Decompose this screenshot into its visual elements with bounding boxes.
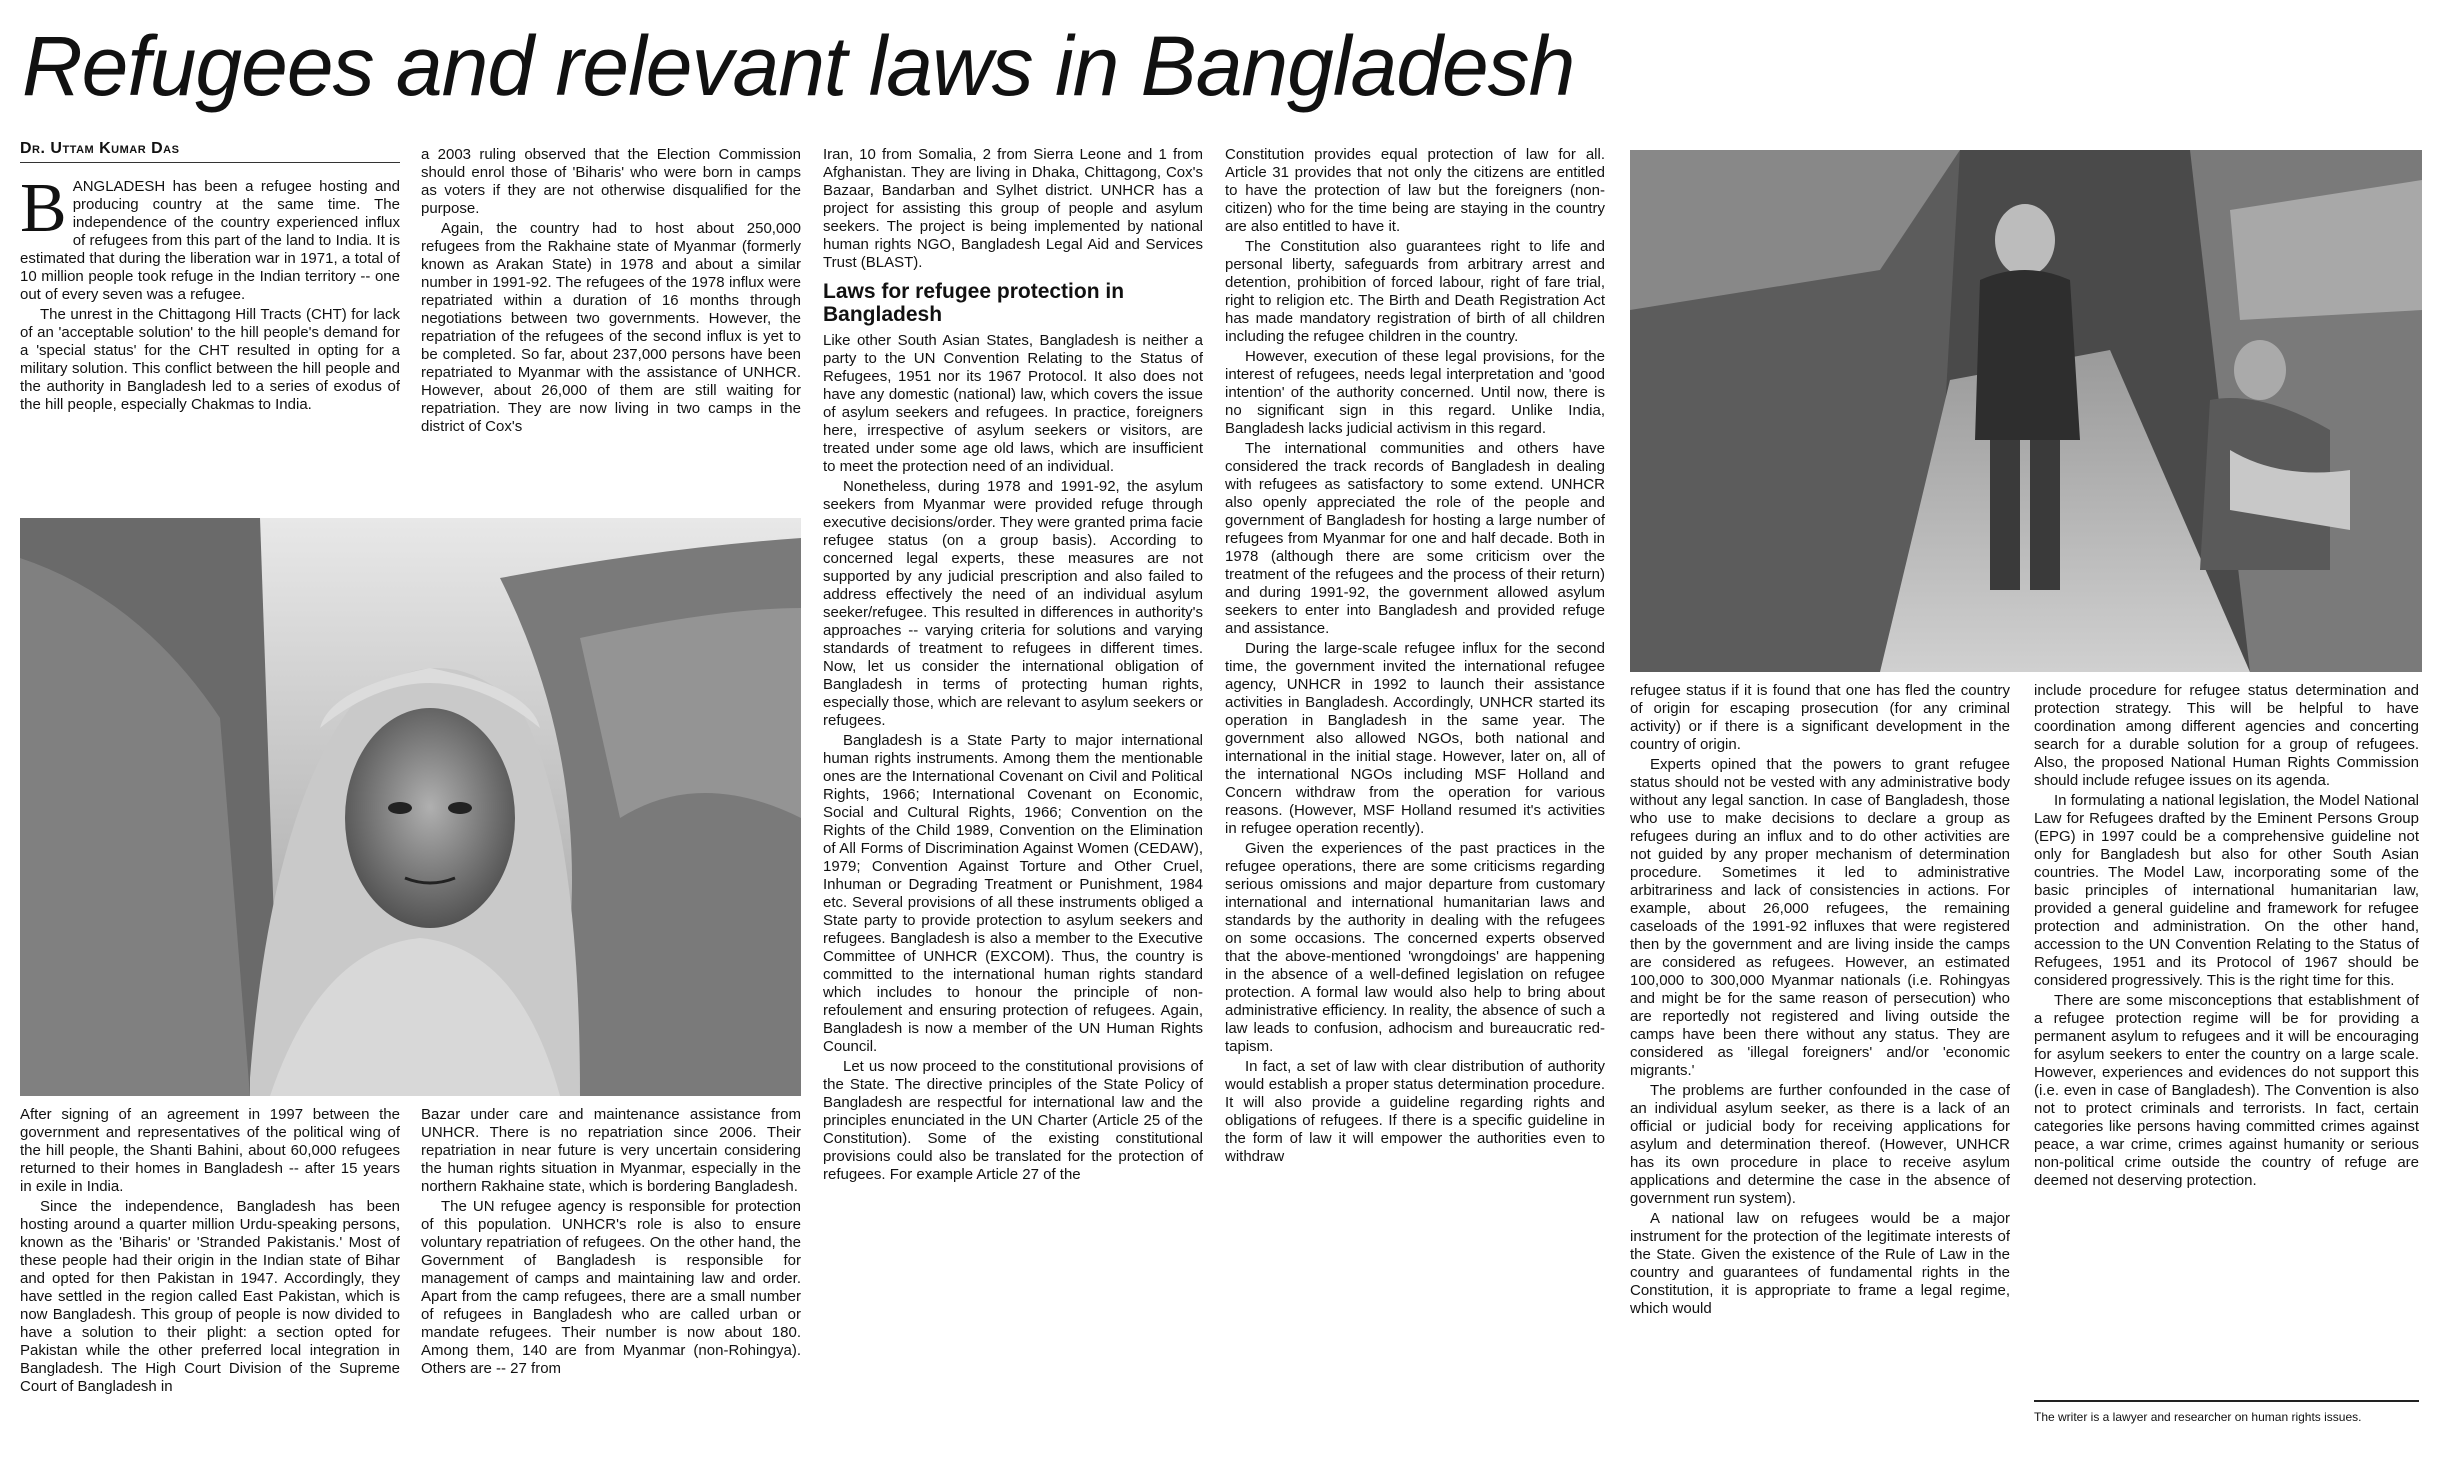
paragraph: Let us now proceed to the constitutional provisions of the State. The directive principles of the State Policy of Bangladesh are respectful for international law and the principles enunciated in the UN Charter (Article 25 of the Constitution). Some of the existing constitutional provisions could also be translated for the protection of refugees. For example Article 27 of the	[823, 1058, 1203, 1183]
paragraph: The problems are further confounded in the case of an individual asylum seeker, as there is a lack of an official or judicial body for receiving applications for asylum and determination thereof. (However, UNHCR has its own procedure in place to receive asylum applications and determine the case in the absence of government run system).	[1630, 1082, 2010, 1207]
paragraph: Bazar under care and maintenance assistance from UNHCR. There is no repatriation since 2006. Their repatriation in near future is very uncertain considering the human rights situation in Myanmar, especially in the northern Rakhaine state, which is bordering Bangladesh.	[421, 1106, 801, 1195]
photo-children	[1630, 150, 2422, 672]
paragraph: In fact, a set of law with clear distribution of authority would establish a proper status determination procedure. It will also provide a guideline regarding rights and obligations of refugees. If there is a specific guideline in the form of law it will empower the authorities even to withdraw	[1225, 1058, 1605, 1165]
paragraph: include procedure for refugee status determination and protection strategy. This will be helpful to have coordination among different agencies and concerting search for a durable solution for a group of refugees. Also, the proposed National Human Rights Commission should include refugee issues on its agenda.	[2034, 682, 2419, 789]
section-heading: Laws for refugee protection in Bangladesh	[823, 280, 1125, 326]
article-column-1	[20, 178, 400, 508]
article-column-4	[1225, 146, 1605, 1468]
paragraph: Iran, 10 from Somalia, 2 from Sierra Leone and 1 from Afghanistan. They are living in Dhaka, Chittagong, Cox's Bazaar, Bandarban and Sylhet district. UNHCR has a project for assisting this group of people and asylum seekers. The project is being implemented by national human rights NGO, Bangladesh Legal Aid and Services Trust (BLAST).	[823, 146, 1203, 271]
paragraph: Constitution provides equal protection of law for all. Article 31 provides that not only the citizens are entitled to have the protection of law but the foreigners (non-citizen) who for the time being are staying in the country are also entitled to have it.	[1225, 146, 1605, 235]
paragraph: Since the independence, Bangladesh has been hosting around a quarter million Urdu-speaking persons, known as the 'Biharis' or 'Stranded Pakistanis.' Most of these people had their origin in the Indian state of Bihar and opted for then Pakistan in 1947. Accordingly, they have settled in the region called East Pakistan, which is now Bangladesh. This group of people is now divided to have a solution to their plight: a section opted for Pakistan while the other preferred local integration in Bangladesh. The High Court Division of the Supreme Court of Bangladesh in	[20, 1198, 400, 1395]
photo-woman-image	[20, 518, 801, 1096]
paragraph: Given the experiences of the past practices in the refugee operations, there are some criticisms regarding serious omissions and major departure from customary international and international humanitarian laws and standards by the authority in dealing with the refugees on some occasions. The concerned experts observed that the above-mentioned 'wrongdoings' are happening in the absence of a well-defined legislation on refugee protection. A formal law would also help to bring about administrative efficiency. In reality, the absence of such a law leads to confusion, adhocism and bureaucratic red-tapism.	[1225, 840, 1605, 1055]
article-column-2-continued	[421, 1106, 801, 1468]
paragraph: The international communities and others have considered the track records of Bangladesh in dealing with refugees as satisfactory to some extend. UNHCR also openly appreciated the role of the people and government of Bangladesh for hosting a large number of refugees from Myanmar for one and half decade. Both in 1978 (although there are some criticism over the treatment of the refugees and the process of their return) and during 1991-92, the government allowed asylum seekers to enter into Bangladesh and provided refuge and assistance.	[1225, 440, 1605, 637]
paragraph: refugee status if it is found that one has fled the country of origin for escaping prosecution (for any criminal activity) or if there is a significant development in the country of origin.	[1630, 682, 2010, 753]
paragraph: The Constitution also guarantees right to life and personal liberty, safeguards from arbitrary arrest and detention, prohibition of forced labour, right of fare trial, right to religion etc. The Birth and Death Registration Act has made mandatory registration of birth of all children including the refugee children in the country.	[1225, 238, 1605, 345]
article-column-1-continued	[20, 1106, 400, 1468]
paragraph: In formulating a national legislation, the Model National Law for Refugees drafted by the Eminent Persons Group (EPG) in 1997 could be a comprehensive guideline not only for Bangladesh but also for other South Asian countries. The Model Law, incorporating some of the basic principles of international humanitarian law, provided a general guideline and framework for refugee protection and administration. On the other hand, accession to the UN Convention Relating to the Status of Refugees, 1951 and its Protocol of 1967 should be considered progressively. This is the right time for this.	[2034, 792, 2419, 989]
paragraph: The unrest in the Chittagong Hill Tracts (CHT) for lack of an 'acceptable solution' to the hill people's demand for a 'special status' for the CHT resulted in opting for a military solution. This conflict between the hill people and the authority in Bangladesh led to a series of exodus of the hill people, especially Chakmas to India.	[20, 306, 400, 413]
paragraph: Again, the country had to host about 250,000 refugees from the Rakhaine state of Myanmar (formerly known as Arakan State) in 1978 and about a similar number in 1991-92. The refugees of the 1978 influx were repatriated within a duration of 16 months through negotiations between two governments. However, the repatriation of the refugees of the second influx is yet to be completed. So far, about 237,000 persons have been repatriated to Myanmar with the assistance of UNHCR. However, about 26,000 of them are still waiting for repatriation. They are now living in two camps in the district of Cox's	[421, 220, 801, 435]
byline: Dr. Uttam Kumar Das	[20, 140, 400, 163]
photo-woman	[20, 518, 801, 1096]
paragraph: Experts opined that the powers to grant refugee status should not be vested with any administrative body without any legal sanction. In case of Bangladesh, those who use to make decisions to declare a group as refugees during an influx and to do other activities are not guided by any proper mechanism of determination procedure. Sometimes it led to administrative arbitrariness and lack of consistencies in actions. For example, about 26,000 refugees, the remaining caseloads of the 1991-92 influxes that were registered then by the government and are living inside the camps are considered as refugees. However, an estimated 100,000 to 300,000 Myanmar nationals (i.e. Rohingyas and might be for the same reason of persecution) who are reportedly not registered and living outside the camps have been there without any status. They are considered as 'illegal foreigners' and/or 'economic migrants.'	[1630, 756, 2010, 1079]
paragraph: The UN refugee agency is responsible for protection of this population. UNHCR's role is also to ensure voluntary repatriation of refugees. On the other hand, the Government of Bangladesh is responsible for management of camps and maintaining law and order. Apart from the camp refugees, there are a small number of refugees in Bangladesh who are called urban or mandate refugees. Their number is now about 180. Among them, 140 are from Myanmar (non-Rohingya). Others are -- 27 from	[421, 1198, 801, 1377]
paragraph: Nonetheless, during 1978 and 1991-92, the asylum seekers from Myanmar were provided refuge through executive decisions/order. They were granted prima facie refugee status (on a group basis). According to concerned legal experts, these measures are not supported by any judicial prescription and also failed to address effectively the need of an individual asylum seeker/refugee. This resulted in differences in authority's approaches -- varying criteria for solutions and varying standards of treatment to refugees in different times. Now, let us consider the international obligation of Bangladesh in terms of protecting human rights, especially those, which are relevant to asylum seekers or refugees.	[823, 478, 1203, 729]
headline: Refugees and relevant laws in Bangladesh	[22, 19, 1575, 113]
article-column-6	[2034, 682, 2419, 1392]
drop-cap: B	[20, 178, 67, 247]
paragraph: However, execution of these legal provisions, for the interest of refugees, needs legal interpretation and 'good intention' of the authority concerned. Until now, there is no significant sign in this regard. Unlike India, Bangladesh lacks judicial activism in this regard.	[1225, 348, 1605, 437]
photo-children-image	[1630, 150, 2422, 672]
paragraph: Like other South Asian States, Bangladesh is neither a party to the UN Convention Relating to the Status of Refugees, 1951 nor its 1967 Protocol. It also does not have any domestic (national) law, which covers the issue of asylum seekers and refugees. In practice, foreigners here, irrespective of asylum seekers or visitors, are treated under some age old laws, which are insufficient to meet the protection need of an individual.	[823, 332, 1203, 475]
article-column-5	[1630, 682, 2010, 1468]
article-column-2	[421, 146, 801, 508]
paragraph: There are some misconceptions that establishment of a refugee protection regime will be for providing a permanent asylum to refugees and it will be encouraging for asylum seekers to enter the country on a large scale. However, experiences and evidences do not support this (i.e. even in case of Bangladesh). The Convention is also not to protect criminals and terrorists. In fact, certain categories like persons having committed crimes against peace, a war crime, crimes against humanity or serious non-political crime outside the country of refuge are deemed not deserving protection.	[2034, 992, 2419, 1189]
paragraph: After signing of an agreement in 1997 between the government and representatives of the political wing of the hill people, the Shanti Bahini, about 60,000 refugees returned to their homes in Bangladesh -- after 15 years in exile in India.	[20, 1106, 400, 1195]
paragraph: During the large-scale refugee influx for the second time, the government invited the international refugee agency, UNHCR in 1992 to launch their assistance activities in Bangladesh. Accordingly, UNHCR started its operation in Bangladesh in the same year. The government also allowed NGOs, both national and international in the initial stage. However, later on, all of the international NGOs including MSF Holland and Concern withdraw from the operation for various reasons. (However, MSF Holland resumed it's activities in refugee operation recently).	[1225, 640, 1605, 837]
article-column-3	[823, 146, 1203, 1468]
paragraph: Bangladesh is a State Party to major international human rights instruments. Among them the mentionable ones are the International Covenant on Civil and Political Rights, 1966; International Covenant on Economic, Social and Cultural Rights, 1966; Convention on the Rights of the Child 1989, Convention on the Elimination of All Forms of Discrimination Against Women (CEDAW), 1979; Convention Against Torture and Other Cruel, Inhuman or Degrading Treatment or Punishment, 1984 etc. Several provisions of all these instruments obliged a State party to provide protection to asylum seekers and refugees. Bangladesh is also a member to the Executive Committee of UNHCR (EXCOM). Thus, the country is committed to the international human rights standard which includes to honour the principle of non-refoulement and ensuring protection of refugees. Again, Bangladesh is now a member of the UN Human Rights Council.	[823, 732, 1203, 1055]
paragraph: A national law on refugees would be a major instrument for the protection of the legitimate interests of the State. Given the existence of the Rule of Law in the country and guarantees of fundamental rights in the Constitution, it is appropriate to frame a legal regime, which would	[1630, 1210, 2010, 1317]
author-footnote: The writer is a lawyer and researcher on human rights issues.	[2034, 1400, 2419, 1424]
paragraph: a 2003 ruling observed that the Election Commission should enrol those of 'Biharis' who were born in camps as voters if they are not otherwise disqualified for the purpose.	[421, 146, 801, 217]
paragraph: BANGLADESH has been a refugee hosting and producing country at the same time. The independence of the country experienced influx of refugees from this part of the land to India. It is estimated that during the liberation war in 1971, a total of 10 million people took refuge in the Indian territory -- one out of every seven was a refugee.	[20, 178, 400, 303]
